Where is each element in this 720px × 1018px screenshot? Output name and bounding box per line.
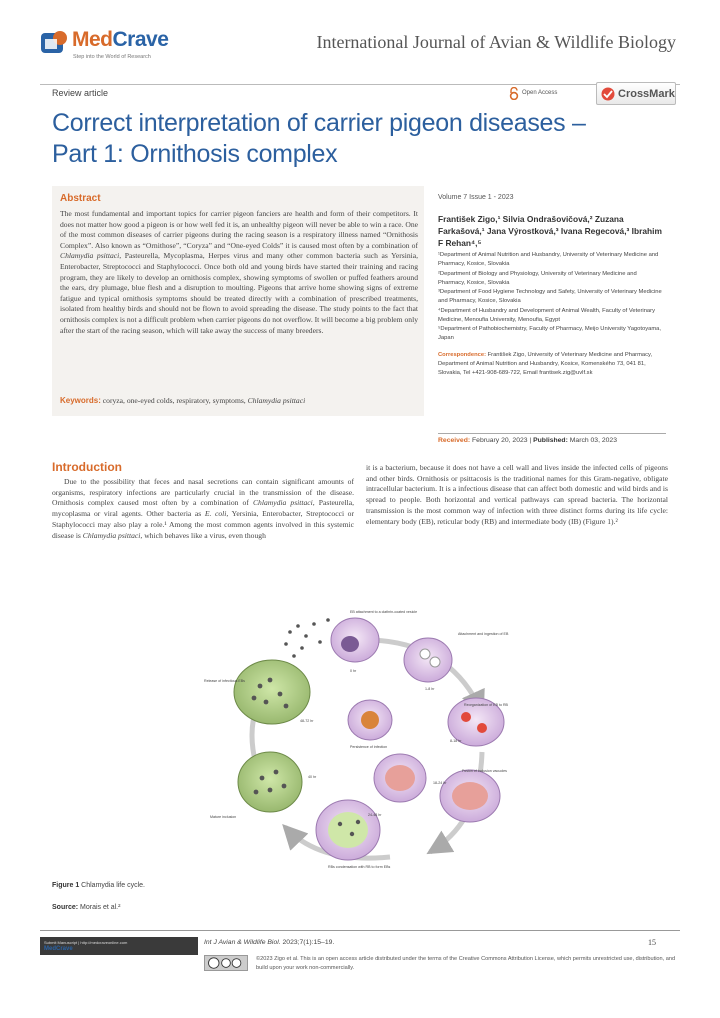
label-0hr: 0 hr bbox=[350, 669, 357, 673]
affiliation-list bbox=[438, 251, 662, 343]
medcrave-logo[interactable] bbox=[40, 28, 200, 64]
introduction-column-1: Due to the possibility that feces and nasal secretions can contain significant amounts of organisms, respiratory infections are particularly crucial in the transmission of the disease. Ornithosis complex caused most often by a combination of Chlamydia psittaci, Pasteurella, mycoplasma or viral agents. Other bacteria as E. coli, Yersinia, Enterobacter, Streptococci or Staphylococci may also play a role.¹ Among the most common agents involved in this systemic disease is Chlamydia psittaci, which behaves like a virus, even though bbox=[52, 477, 354, 540]
page-number: 15 bbox=[648, 938, 656, 947]
volume-issue: Volume 7 Issue 1 - 2023 bbox=[438, 194, 514, 201]
label-mature-inclusion: Mature inclusion bbox=[210, 815, 237, 819]
chlamydia-life-cycle-figure bbox=[200, 602, 530, 874]
cell-attachment bbox=[331, 618, 379, 662]
label-18-24hr: 18-24 hr bbox=[433, 781, 447, 785]
dates-divider bbox=[438, 433, 666, 434]
label-40hr: 40 hr bbox=[308, 775, 317, 779]
article-type: Review article bbox=[52, 88, 109, 98]
figure-caption-label: Figure 1 bbox=[52, 882, 80, 889]
citation: Int J Avian & Wildlife Biol. 2023;7(1):15‒19. bbox=[204, 939, 335, 946]
article-meta bbox=[438, 194, 662, 378]
license-text: ©2023 Zigo et al. This is an open access article distributed under the terms of the Creative Commons Attribution License, which permits unrestricted use, distribution, and build upon your work non-commercially. bbox=[256, 956, 676, 971]
label-8-18hr: 8-18 hr bbox=[450, 739, 462, 743]
crossmark-button[interactable] bbox=[596, 82, 676, 105]
label-persistence: Persistence of infection bbox=[350, 745, 388, 749]
keywords-label: Keywords: bbox=[60, 396, 101, 405]
abstract-heading: Abstract bbox=[60, 193, 101, 204]
submit-manuscript-link[interactable]: Submit Manuscript | http://medcraveonline.com bbox=[44, 940, 128, 945]
correspondence-label: Correspondence: bbox=[438, 352, 486, 358]
published-date: March 03, 2023 bbox=[567, 437, 617, 444]
label-attachment: Attachment and ingestion of EB bbox=[458, 632, 509, 636]
submit-banner-logo: MedCrave bbox=[44, 946, 73, 952]
cell-release bbox=[234, 660, 310, 724]
published-label: Published: bbox=[533, 437, 568, 444]
figure-caption: Figure 1 Chlamydia life cycle. bbox=[52, 882, 145, 889]
affiliation-item: ⁵Department of Pathobiochemistry, Faculty of Pharmacy, Meijo University Yagotoyama, Japan bbox=[438, 326, 661, 341]
label-1-8hr: 1-8 hr bbox=[425, 687, 435, 691]
journal-name: International Journal of Avian & Wildlife Biology bbox=[316, 32, 676, 52]
correspondence: Correspondence: František Zigo, University of Veterinary Medicine and Pharmacy, Department of Animal Nutrition and Husbandry, Kosice, Komenského 73, 041 81, Slovakia, Tel +421-908-689-722, Email frantisek.zig@uvlf.sk bbox=[438, 352, 653, 376]
title-line-2: Part 1: Ornithosis complex bbox=[52, 140, 338, 168]
medcrave-logo-icon bbox=[40, 30, 68, 56]
open-access-badge[interactable] bbox=[509, 86, 557, 100]
header-divider bbox=[40, 84, 680, 85]
cell-inclusion-center bbox=[374, 754, 426, 802]
logo-wordmark: MedCrave bbox=[72, 28, 169, 51]
submit-manuscript-banner[interactable] bbox=[40, 937, 198, 955]
introduction-heading: Introduction bbox=[52, 460, 122, 474]
label-eb-attachment: EB attachment to a clathrin-coated vesicle bbox=[350, 610, 418, 614]
cell-mature-inclusion bbox=[238, 752, 302, 812]
title-line-1: Correct interpretation of carrier pigeon diseases – bbox=[52, 109, 586, 137]
introduction-column-2: it is a bacterium, because it does not have a cell wall and lives inside the infected cells of pigeons and other birds. Ornithosis or psittacosis is the traditional names for this Gram-negative, obligate intracellular bacterium. It is a infectious disease that can affect both domestic and wild birds and is spread to people. Both horizontal and vertical pathways can spread bacteria. The horizontal transmission is the most common way of infection with three distinct forms during its life cycle: elementary body (EB), reticular body (RB) and intermediate body (IB) (Figure 1).² bbox=[366, 463, 668, 526]
footer-divider bbox=[40, 930, 680, 931]
label-48-72hr: 48-72 hr bbox=[300, 719, 314, 723]
article-title bbox=[52, 108, 672, 170]
crossmark-icon bbox=[601, 87, 615, 101]
label-24-48hr: 24-48 hr bbox=[368, 813, 382, 817]
figure-source: Source: Morais et al.² bbox=[52, 904, 121, 911]
keywords: Keywords: coryza, one-eyed colds, respiratory, symptoms, Chlamydia psittaci bbox=[60, 396, 306, 405]
open-access-label: Open Access bbox=[522, 90, 558, 96]
author-list: František Zigo,¹ Silvia Ondrašovičová,² Zuzana Farkašová,¹ Jana Výrostková,³ Ivana Regecová,³ Ibrahim F Rehan⁴,⁵ bbox=[438, 214, 662, 248]
logo-tagline: Step into the World of Research bbox=[73, 54, 151, 60]
crossmark-label: CrossMark bbox=[618, 87, 675, 100]
cell-condensation bbox=[316, 800, 380, 860]
affiliation-item: ¹Department of Animal Nutrition and Husbandry, University of Veterinary Medicine and Pharmacy, Kosice, Slovakia bbox=[438, 252, 659, 267]
affiliation-item: ⁴Department of Husbandry and Development of Animal Wealth, Faculty of Veterinary Medicine, Menoufia University, Menoufia, Egypt bbox=[438, 307, 655, 323]
label-release: Release of infectious EBs bbox=[204, 679, 245, 683]
label-fusion: Fusion of inclusion vacuoles bbox=[462, 769, 507, 773]
affiliation-item: ³Department of Food Hygiene Technology and Safety, University of Veterinary Medicine and Pharmacy, Kosice, Slovakia bbox=[438, 289, 662, 304]
received-label: Received: bbox=[438, 437, 471, 444]
creative-commons-icon[interactable] bbox=[204, 955, 248, 971]
cell-persistence bbox=[348, 700, 392, 740]
label-reorganization: Reorganization of EB to RB bbox=[464, 703, 508, 707]
publication-dates: Received: February 20, 2023 | Published: March 03, 2023 bbox=[438, 437, 617, 444]
abstract-text: The most fundamental and important topics for carrier pigeon fanciers are health and form of their competitors. It does not matter how good a pigeon is or how well fed it is, an unhealthy pigeon will never be able to win a race. One of the most common diseases of carrier pigeons during the racing season is a respiratory illness named “Ornithosis Complex”. Also known as “Ornithose”, “Coryza” and “One-eyed Colds” it is caused most often by a combination of Chlamydia psittaci, Pasteurella, Mycoplasma, Herpes virus and many other common bacteria such as Yersinia, Enterobacter, Streptococci and Staphylococci. Once both old and young birds have started their training and racing program, they are likely to develop an ornithosis complex, showing symptoms of swollen or puffed feathers around the ears, dry plumage, blue flesh and a disruption to moulting. Pigeons that arrive home showing signs of extreme fatigue and typical ornithosis symptoms should be treated directly with a combination of prescribed treatments, isolated from healthy birds and should not be flown to avoid spreading the disease. The study points to the fact that ornithosis complex is not a difficult problem when carrier pigeons do not overflow. It will become a big problem only after the start of the racing season, which will take away the success of many breeders. bbox=[60, 209, 418, 335]
cell-fusion bbox=[440, 770, 500, 822]
journal-header bbox=[0, 22, 720, 66]
cell-ingestion bbox=[404, 638, 452, 682]
received-date: February 20, 2023 bbox=[470, 437, 528, 444]
affiliation-item: ²Department of Biology and Physiology, University of Veterinary Medicine and Pharmacy, Kosice, Slovakia bbox=[438, 270, 637, 286]
label-condensation: RBs condensation with RB to form EBs bbox=[328, 865, 391, 869]
open-lock-icon bbox=[509, 87, 519, 100]
figure-source-label: Source: bbox=[52, 904, 79, 911]
